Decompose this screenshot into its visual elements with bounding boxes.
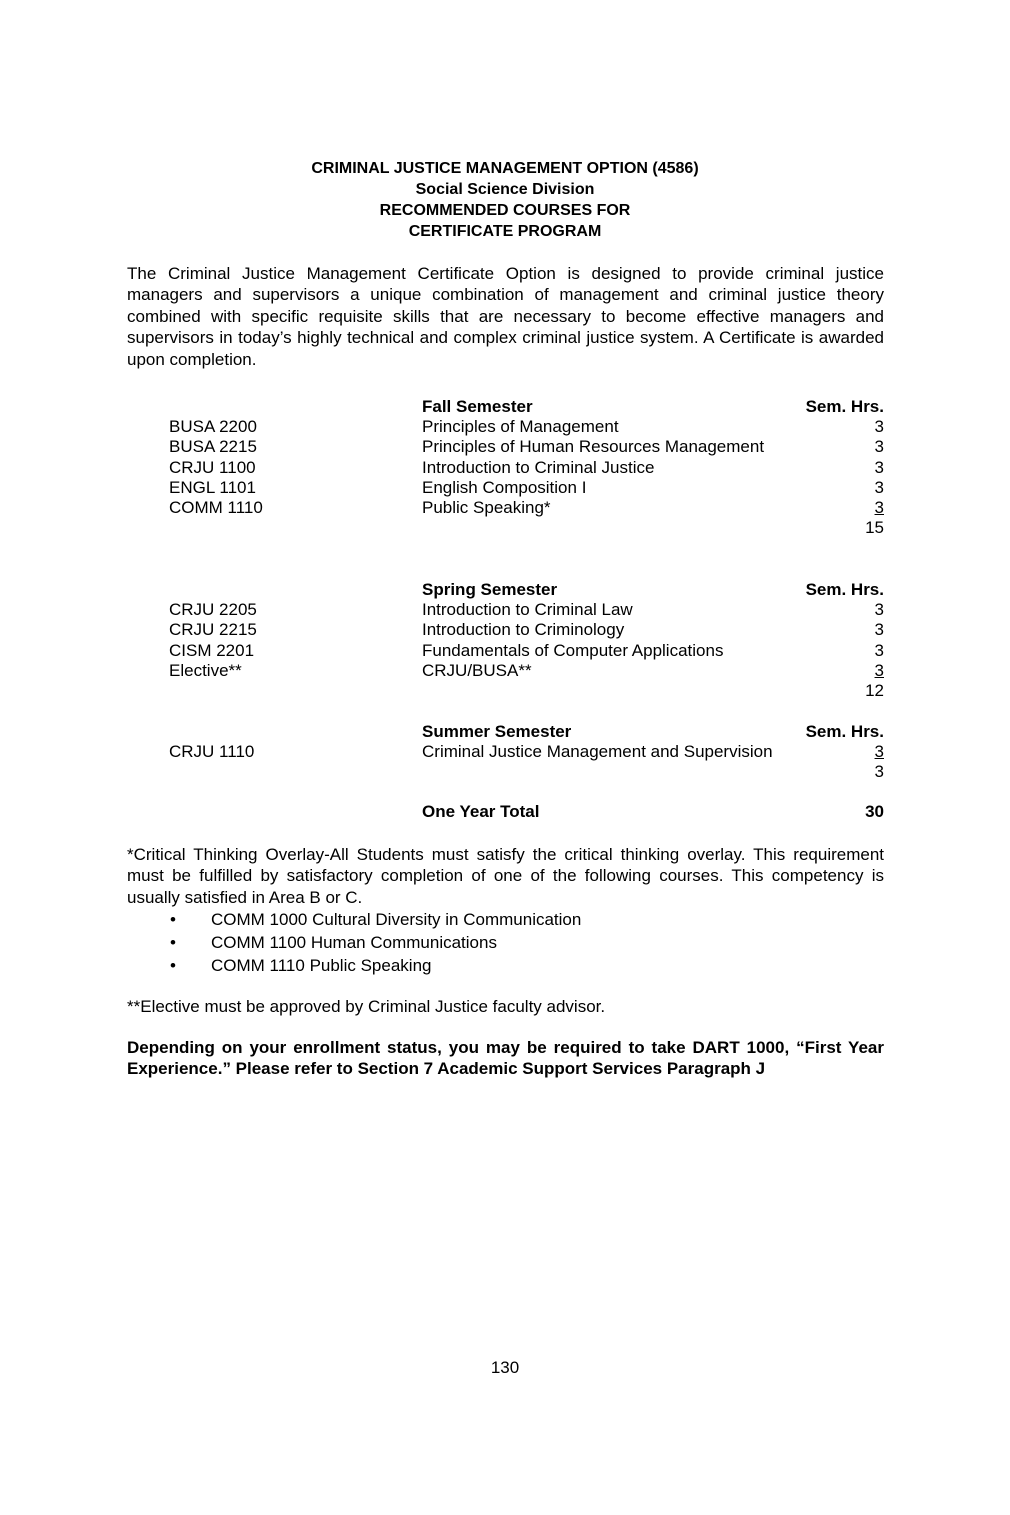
course-code: Elective**	[169, 660, 242, 680]
course-title: Introduction to Criminology	[422, 620, 625, 640]
course-code: BUSA 2215	[169, 437, 257, 457]
list-item-text: COMM 1100 Human Communications	[211, 933, 497, 952]
list-item	[0, 908, 1010, 931]
list-item-text: COMM 1110 Public Speaking	[211, 956, 432, 975]
course-title: Introduction to Criminal Law	[422, 600, 633, 620]
program-title: CRIMINAL JUSTICE MANAGEMENT OPTION (4586)	[311, 160, 699, 177]
header-subtitle-2: CERTIFICATE PROGRAM	[408, 223, 602, 240]
course-hours: 3	[874, 600, 884, 620]
course-code: CRJU 2215	[169, 620, 257, 640]
course-row	[0, 458, 1010, 478]
course-title: Criminal Justice Management and Supervision	[422, 742, 773, 762]
semester-title: Spring Semester	[422, 580, 558, 599]
course-title: Principles of Management	[422, 417, 619, 437]
semester-title: Fall Semester	[422, 397, 533, 416]
course-hours: 3	[874, 620, 884, 640]
list-item-text: COMM 1000 Cultural Diversity in Communication	[211, 910, 582, 929]
course-title: CRJU/BUSA**	[422, 660, 532, 680]
list-item	[0, 954, 1010, 977]
document-header	[0, 158, 1010, 242]
course-title: Introduction to Criminal Justice	[422, 457, 655, 477]
spring-semester-block	[0, 580, 1010, 701]
course-title: English Composition I	[422, 477, 587, 497]
course-hours: 3	[874, 660, 884, 680]
semester-subtotal: 15	[865, 518, 884, 538]
course-hours: 3	[874, 417, 884, 437]
semester-heading-row	[0, 722, 1010, 742]
hours-label: Sem. Hrs.	[805, 722, 884, 741]
fall-semester-block	[0, 397, 1010, 538]
division-name: Social Science Division	[415, 181, 595, 198]
course-code: CRJU 2205	[169, 600, 257, 620]
intro-paragraph: The Criminal Justice Management Certificate Option is designed to provide criminal justice managers and supervisors a unique combination of management and criminal justice theory combined with specific requisite skills that are necessary to become effective managers and supervisors in today’s highly technical and complex criminal justice system. A Certificate is awarded upon completion.	[127, 264, 884, 369]
course-row	[0, 417, 1010, 437]
critical-thinking-note: *Critical Thinking Overlay-All Students must satisfy the critical thinking overlay. This requirement must be fulfilled by satisfactory completion of one of the following courses. This competency is usually satisfied in Area B or C.	[127, 845, 884, 907]
bullet-icon: •	[170, 933, 176, 952]
course-hours: 3	[874, 640, 884, 660]
header-subtitle-1: RECOMMENDED COURSES FOR	[379, 202, 631, 219]
subtotal-row	[0, 681, 1010, 701]
course-code: BUSA 2200	[169, 417, 257, 437]
course-code: CRJU 1110	[169, 742, 255, 762]
summer-semester-block	[0, 722, 1010, 783]
bullet-icon: •	[170, 956, 176, 975]
course-row	[0, 478, 1010, 498]
semester-heading-row	[0, 580, 1010, 600]
course-hours: 3	[874, 477, 884, 497]
elective-note: **Elective must be approved by Criminal Justice faculty advisor.	[127, 997, 606, 1016]
course-hours: 3	[874, 437, 884, 457]
page-number: 130	[490, 1358, 520, 1377]
course-row	[0, 620, 1010, 640]
course-row	[0, 437, 1010, 457]
semester-heading-row	[0, 397, 1010, 417]
dart-requirement-note: Depending on your enrollment status, you may be required to take DART 1000, “First Year Experience.” Please refer to Section 7 Academic Support Services Paragraph J	[127, 1038, 884, 1079]
course-row	[0, 641, 1010, 661]
total-value: 30	[865, 802, 884, 821]
course-title: Fundamentals of Computer Applications	[422, 640, 724, 660]
course-hours: 3	[874, 742, 884, 762]
course-row	[0, 498, 1010, 518]
course-hours: 3	[874, 457, 884, 477]
critical-thinking-course-list	[0, 908, 1010, 977]
hours-label: Sem. Hrs.	[805, 397, 884, 416]
course-hours: 3	[874, 497, 884, 517]
semester-subtotal: 12	[865, 680, 884, 700]
total-label: One Year Total	[422, 802, 540, 821]
course-title: Public Speaking*	[422, 497, 551, 517]
course-code: COMM 1110	[169, 497, 263, 517]
bullet-icon: •	[170, 910, 176, 929]
course-code: CRJU 1100	[169, 457, 256, 477]
course-title: Principles of Human Resources Management	[422, 437, 765, 457]
subtotal-row	[0, 762, 1010, 782]
course-row	[0, 600, 1010, 620]
list-item	[0, 931, 1010, 954]
course-code: CISM 2201	[169, 640, 255, 660]
semester-subtotal: 3	[874, 762, 884, 782]
course-row	[0, 742, 1010, 762]
subtotal-row	[0, 518, 1010, 538]
hours-label: Sem. Hrs.	[805, 580, 884, 599]
course-code: ENGL 1101	[169, 477, 256, 497]
semester-title: Summer Semester	[422, 722, 572, 741]
course-row	[0, 661, 1010, 681]
